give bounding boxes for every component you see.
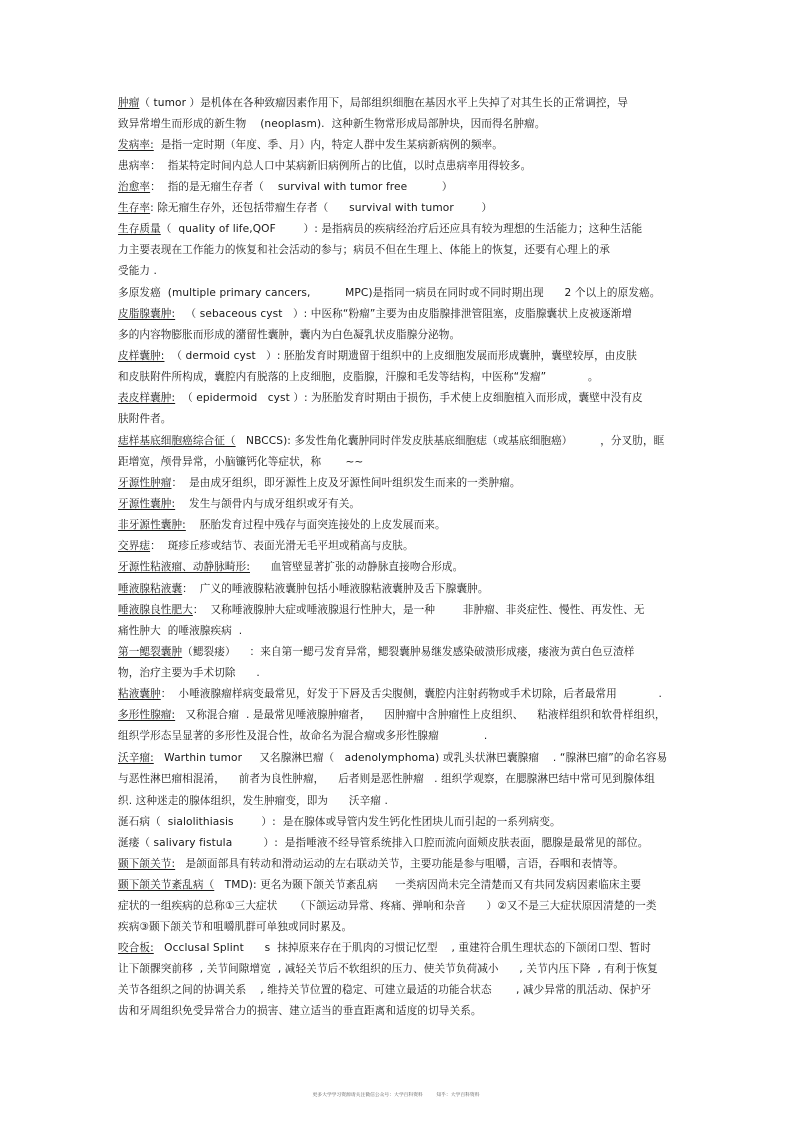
definition-text: 关节各组织之间的协调关系 , 维持关节位置的稳定、可建立最适的功能合状态 , 减少异常的肌活动、保护牙: [118, 984, 652, 996]
text-line: [118, 434, 664, 448]
text-line: [118, 476, 521, 490]
defined-term: 牙源性粘液瘤、动静脉畸形:: [118, 561, 250, 573]
text-line: [118, 370, 599, 384]
text-line: [118, 286, 660, 300]
definition-text: 是颌面部具有转动和滑动运动的左右联动关节，主要功能是参与咀嚼，言语，吞咽和表情等。: [175, 858, 624, 870]
definition-text: 让下颌髁突前移 , 关节间隙增宽 , 减轻关节后不软组织的压力、使关节负荷减小 , 关节内压下降 , 有利于恢复: [118, 963, 658, 975]
definition-text: 多的内容物膨胀而形成的潴留性囊肿，囊内为白色凝乳状皮脂腺分泌物。: [118, 329, 461, 341]
defined-term: 治愈率: [118, 181, 151, 193]
text-line: [118, 455, 363, 469]
defined-term: 多形性腺瘤:: [118, 709, 176, 721]
text-line: [118, 794, 388, 808]
text-line: [118, 96, 628, 110]
defined-term: 皮脂腺囊肿:: [118, 308, 176, 320]
footer-wechat-note: 更多大学学习资源请关注微信公众号：大学百科资料: [312, 1093, 423, 1098]
text-line: [118, 772, 655, 786]
definition-text: 又称混合瘤 . 是最常见唾液腺肿瘤者， 因肿瘤中含肿瘤性上皮组织、 粘液样组织和软骨样组织，: [175, 709, 666, 721]
text-line: [118, 920, 352, 934]
definition-text: （ epidermoid cyst ）: 为胚胎发育时期由于损伤，手术使上皮细胞植入而形成，囊壁中没有皮: [175, 392, 643, 404]
text-line: [118, 687, 662, 701]
defined-term: 非牙源性囊肿:: [118, 519, 186, 531]
defined-term: 牙源性肿瘤: [118, 477, 172, 489]
text-line: [118, 708, 666, 722]
text-line: [118, 391, 643, 405]
definition-text: 多原发癌 (multiple primary cancers, MPC)是指同一病员在同时或不同时期出现 2 个以上的原发癌。: [118, 287, 661, 299]
defined-term: 表皮样囊肿:: [118, 392, 176, 404]
defined-term: 肿瘤: [118, 97, 140, 109]
definition-text: 与恶性淋巴瘤相混淆， 前者为良性肿瘤， 后者则是恶性肿瘤 . 组织学观察，在腮腺淋巴结中常可见到腺体组: [118, 773, 655, 785]
text-line: [118, 117, 545, 131]
text-line: [118, 729, 487, 743]
definition-text: 致异常增生而形成的新生物 (neoplasm). 这种新生物常形成局部肿块，因而得名肿瘤。: [118, 118, 546, 130]
text-line: [118, 899, 657, 913]
definition-text: 和皮肤附件所构成，囊腔内有脱落的上皮细胞，皮脂腺，汗腺和毛发等结构，中医称“发瘤” 。: [118, 371, 599, 383]
text-line: [118, 624, 242, 638]
definition-text: 物，治疗主要为手术切除 .: [118, 667, 260, 679]
defined-term: 痣样基底细胞癌综合征（: [118, 435, 236, 447]
text-line: [118, 264, 157, 278]
definition-text: ： 斑疹丘疹或结节、表面光滑无毛平坦或稍高与皮肤。: [150, 540, 414, 552]
definition-text: （鳃裂瘘） ：来自第一鳃弓发育异常，鳃裂囊肿易继发感染破溃形成瘘，瘘液为黄白色豆渣样: [182, 646, 635, 658]
text-line: [118, 941, 651, 955]
text-line: [118, 751, 667, 765]
definition-text: 发生与颌骨内与成牙组织或牙有关。: [175, 498, 361, 510]
definition-text: （ sebaceous cyst ）: 中医称“粉瘤”主要为由皮脂腺排泄管阻塞，皮脂腺囊状上皮被逐渐增: [175, 308, 633, 320]
definition-text: 齿和牙周组织免受异常合力的损害、建立适当的垂直距离和适度的切导关系。: [118, 1005, 482, 1017]
text-line: [118, 603, 645, 617]
text-line: [118, 138, 503, 152]
definition-text: ： 小唾液腺瘤样病变最常见，好发于下唇及舌尖腹侧，囊腔内注射药物或手术切除，后者最常用 .: [160, 688, 662, 700]
definition-text: ： 是由成牙组织，即牙源性上皮及牙源性间叶组织发生而来的一类肿瘤。: [171, 477, 521, 489]
defined-term: 生存率: [118, 202, 151, 214]
text-line: [118, 560, 463, 574]
text-line: [118, 307, 632, 321]
definition-text: 涎瘘（ salivary fistula ）: 是指唾液不经导管系统排入口腔而流向面颊皮肤表面，腮腺是最常见的部位。: [118, 837, 649, 849]
text-line: [118, 983, 651, 997]
definition-text: 力主要表现在工作能力的恢复和社会活动的参与；病员不但在生理上、体能上的恢复，还要有心理上的承: [118, 244, 610, 256]
definition-text: 肤附件者。: [118, 413, 172, 425]
text-line: [118, 836, 648, 850]
definition-text: 血管壁显著扩张的动静脉直接吻合形成。: [250, 561, 464, 573]
text-line: [118, 857, 624, 871]
text-line: [118, 412, 171, 426]
text-line: [118, 815, 561, 829]
definition-text: 受能力 .: [118, 265, 158, 277]
text-line: [118, 582, 489, 596]
definition-text: 是指一定时期（年度、季、月）内，特定人群中发生某病新病例的频率。: [153, 139, 503, 151]
defined-term: 颞下颌关节紊乱病（: [118, 879, 215, 891]
definition-text: （ dermoid cyst ）: 胚胎发育时期遗留于组织中的上皮细胞发展而形成囊肿，囊壁较厚，由皮肤: [164, 350, 637, 362]
text-line: [118, 222, 642, 236]
defined-term: 咬合板:: [118, 942, 154, 954]
definition-text: 痛性肿大 的唾液腺疾病 .: [118, 625, 243, 637]
defined-term: 颞下颌关节:: [118, 858, 176, 870]
text-line: [118, 962, 658, 976]
text-line: [118, 497, 360, 511]
definition-text: TMD): 更名为颞下颌关节紊乱病 一类病因尚未完全清楚而又有共同发病因素临床主要: [214, 879, 642, 891]
definition-text: 疾病③颞下颌关节和咀嚼肌群可单独或同时累及。: [118, 921, 353, 933]
defined-term: 第一鳃裂囊肿: [118, 646, 183, 658]
definition-text: ： 指的是无瘤生存者（ survival with tumor free ）: [150, 181, 453, 193]
definition-text: 涎石病（ sialolithiasis ）: 是在腺体或导管内发生钙化性团块儿而引起的一系列病变。: [118, 816, 561, 828]
definition-text: （ quality of life,QOF ）: 是指病员的疾病经治疗后还应具有较为理想的生活能力；这种生活能: [160, 223, 643, 235]
text-line: [118, 1004, 482, 1018]
defined-term: 粘液囊肿: [118, 688, 161, 700]
text-line: [118, 159, 531, 173]
definition-text: 患病率： 指某特定时间内总人口中某病新旧病例所占的比值，以时点患病率用得较多。: [118, 160, 532, 172]
text-line: [118, 645, 634, 659]
definition-text: Warthin tumor 又名腺淋巴瘤（ adenolymphoma) 或乳头状淋巴囊腺瘤 . “腺淋巴瘤”的命名容易: [153, 752, 668, 764]
text-line: [118, 349, 637, 363]
definition-text: : 除无瘤生存外，还包括带瘤生存者（ survival with tumor ）: [150, 202, 493, 214]
definition-text: NBCCS): 多发性角化囊肿同时伴发皮肤基底细胞痣（或基底细胞癌） ，分叉肋，眶: [235, 435, 665, 447]
defined-term: 发病率:: [118, 139, 154, 151]
defined-term: 交界痣: [118, 540, 151, 552]
definition-text: 症状的一组疾病的总称①三大症状 （下颌运动异常、疼痛、弹响和杂音 ）②又不是三大症状原因清楚的一类: [118, 900, 657, 912]
text-line: [118, 878, 641, 892]
text-line: [118, 328, 460, 342]
definition-text: ： 又称唾液腺肿大症或唾液腺退行性肿大，是一种 非肿瘤、非炎症性、慢性、再发性、无: [192, 604, 645, 616]
definition-text: Occlusal Splint s 抹掉原来存在于肌肉的习惯记忆型 , 重建符合肌生理状态的下颌闭口型、暂时: [153, 942, 651, 954]
defined-term: 皮样囊肿:: [118, 350, 165, 362]
definition-text: （ tumor ）是机体在各种致瘤因素作用下，局部组织细胞在基因水平上失掉了对其生长的正常调控，导: [139, 97, 628, 109]
defined-term: 牙源性囊肿:: [118, 498, 176, 510]
text-line: [118, 201, 492, 215]
definition-text: ： 广义的唾液腺粘液囊肿包括小唾液腺粘液囊肿及舌下腺囊肿。: [182, 583, 489, 595]
defined-term: 沃辛瘤:: [118, 752, 154, 764]
definition-text: 组织学形态呈显著的多形性及混合性，故命名为混合瘤或多形性腺瘤 .: [118, 730, 488, 742]
page-footer: [0, 1091, 792, 1098]
definition-text: 织. 这种迷走的腺体组织，发生肿瘤变，即为 沃辛瘤 .: [118, 795, 388, 807]
text-line: [118, 666, 260, 680]
text-line: [118, 243, 610, 257]
definition-text: 胚胎发育过程中残存与面突连接处的上皮发展而来。: [185, 519, 446, 531]
text-line: [118, 518, 446, 532]
text-line: [118, 180, 453, 194]
definition-text: 距增宽，颅骨异常，小脑镰钙化等症状，称 ~~: [118, 456, 364, 468]
footer-zhihu-note: 知乎：大学百科资料: [436, 1093, 480, 1098]
defined-term: 唾液腺粘液囊: [118, 583, 183, 595]
defined-term: 生存质量: [118, 223, 161, 235]
text-line: [118, 539, 414, 553]
defined-term: 唾液腺良性肥大: [118, 604, 193, 616]
